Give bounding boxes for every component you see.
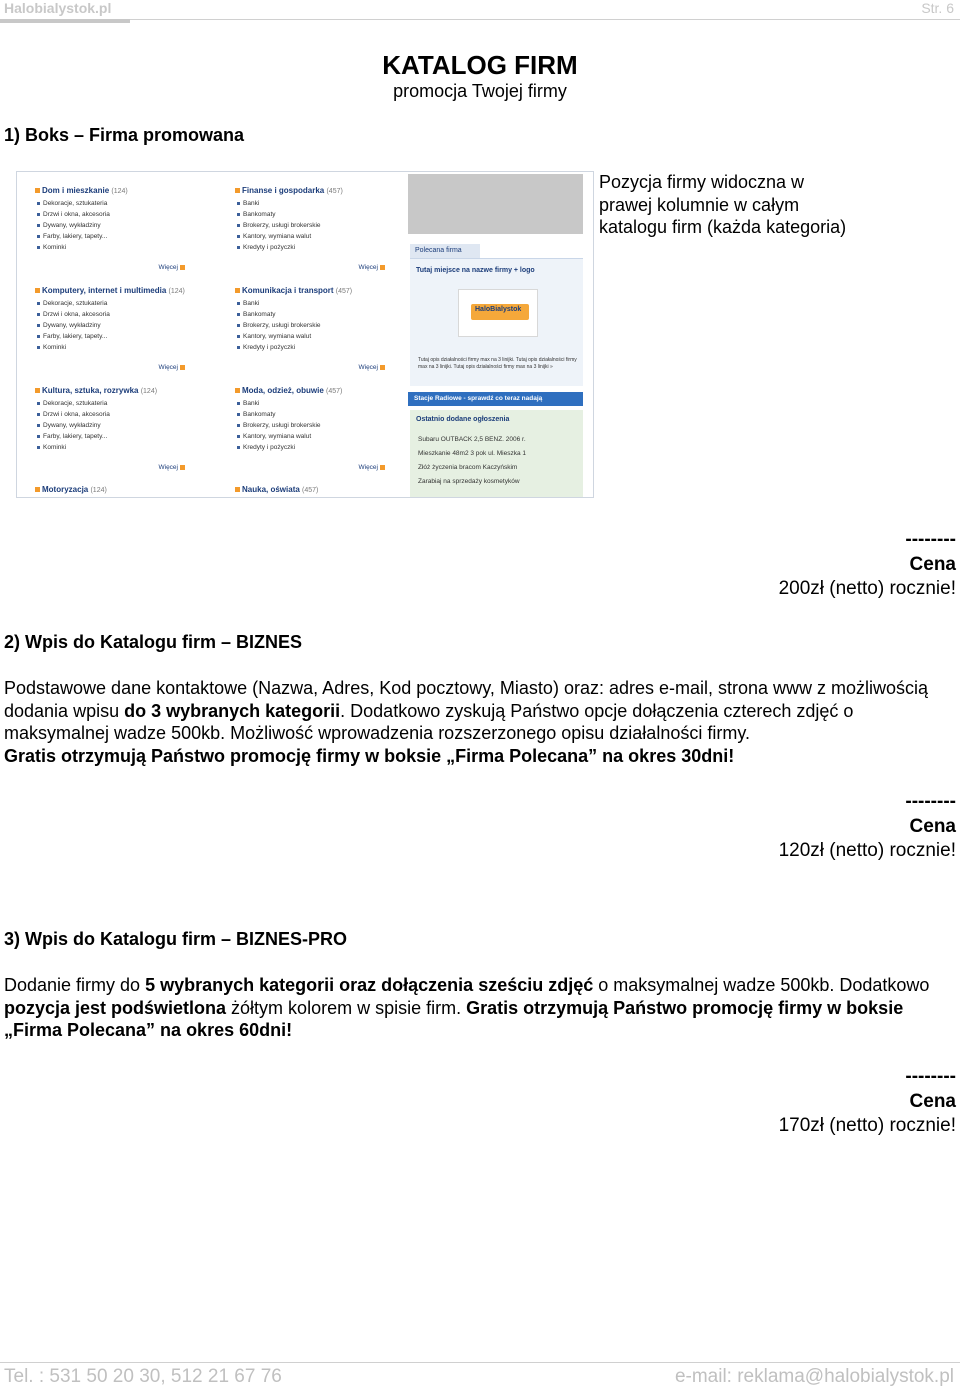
more-link bbox=[358, 464, 385, 471]
section3-text: o maksymalnej wadze 500kb. Dodatkowo bbox=[593, 975, 930, 995]
category-icon bbox=[35, 487, 40, 492]
category-title bbox=[235, 186, 415, 195]
page-header bbox=[0, 0, 960, 22]
more-link bbox=[158, 464, 185, 471]
section2-description bbox=[4, 677, 956, 767]
section3-description bbox=[4, 974, 956, 1042]
price-amount: 170zł (netto) rocznie! bbox=[778, 1115, 956, 1136]
more-arrow-icon bbox=[380, 465, 385, 470]
category-title bbox=[235, 485, 415, 494]
price-separator: -------- bbox=[905, 1066, 956, 1087]
category-count: (124) bbox=[140, 388, 158, 395]
more-arrow-icon bbox=[180, 465, 185, 470]
screenshot-right-column bbox=[408, 172, 583, 498]
category-title bbox=[35, 386, 215, 395]
category-item: Kominki bbox=[35, 442, 215, 453]
section2-text-tail: . Dodatkowo zyskują Państwo opcje dołączenia czterech zdjęć o maksymalnej wadze 500kb. Możliwość wprowadzenia rozszerzonego opisu działalności firmy. bbox=[4, 700, 854, 744]
section2-text: Podstawowe dane kontaktowe (Nazwa, Adres, Kod pocztowy, Miasto) oraz: adres e-mail, strona www z możliwością dodania wpisu bbox=[4, 678, 929, 721]
category-block bbox=[35, 386, 215, 471]
category-block bbox=[235, 286, 415, 371]
category-icon bbox=[235, 388, 240, 393]
section3-gratis: Gratis otrzymują Państwo promocję firmy w boksie „Firma Polecana” na okres 60dni! bbox=[4, 997, 904, 1041]
category-title-text: Komputery, internet i multimedia bbox=[42, 286, 169, 295]
footer-divider bbox=[0, 1362, 960, 1363]
header-accent-bar bbox=[0, 19, 130, 23]
site-name: Halobialystok.pl bbox=[4, 0, 112, 16]
category-item: Bankomaty bbox=[235, 209, 415, 220]
category-item: Farby, lakiery, tapety... bbox=[35, 231, 215, 242]
category-item: Kredyty i pożyczki bbox=[235, 442, 415, 453]
category-item: Kantory, wymiana walut bbox=[235, 231, 415, 242]
category-icon bbox=[35, 288, 40, 293]
category-block bbox=[35, 286, 215, 371]
category-item: Kantory, wymiana walut bbox=[235, 331, 415, 342]
category-block bbox=[35, 485, 215, 497]
category-item: Banki bbox=[235, 198, 415, 209]
price-label: Cena bbox=[909, 553, 956, 575]
category-title-text: Finanse i gospodarka bbox=[242, 186, 327, 195]
more-link-text: Więcej bbox=[358, 264, 378, 271]
section3-price bbox=[556, 1065, 956, 1139]
category-block bbox=[35, 186, 215, 271]
price-separator: -------- bbox=[905, 529, 956, 550]
category-item: Brokerzy, usługi brokerskie bbox=[235, 320, 415, 331]
section2-gratis: Gratis otrzymują Państwo promocję firmy w boksie „Firma Polecana” na okres 30dni! bbox=[4, 745, 735, 766]
company-logo bbox=[458, 289, 538, 337]
category-title bbox=[35, 186, 215, 195]
price-amount: 200zł (netto) rocznie! bbox=[778, 578, 956, 599]
price-separator: -------- bbox=[905, 791, 956, 812]
category-item: Banki bbox=[235, 398, 415, 409]
recommended-tab: Polecana firma bbox=[410, 244, 480, 258]
category-count: (457) bbox=[335, 288, 353, 295]
section1-heading: 1) Boks – Firma promowana bbox=[4, 125, 245, 145]
section2-price bbox=[556, 790, 956, 864]
radio-stations-bar: Stacje Radiowe - sprawdź co teraz nadają bbox=[408, 392, 583, 406]
category-item: Drzwi i okna, akcesoria bbox=[35, 209, 215, 220]
category-title-text: Komunikacja i transport bbox=[242, 286, 336, 295]
more-link-text: Więcej bbox=[158, 464, 178, 471]
more-link bbox=[158, 264, 185, 271]
category-item: Bankomaty bbox=[235, 309, 415, 320]
category-count: (457) bbox=[302, 487, 319, 494]
ad-item: Złóż życzenia bracom Kaczyńskim bbox=[418, 464, 518, 471]
more-arrow-icon bbox=[380, 265, 385, 270]
price-amount: 120zł (netto) rocznie! bbox=[778, 840, 956, 861]
category-title-text: Nauka, oświata bbox=[242, 485, 303, 494]
category-item: Kominki bbox=[35, 342, 215, 353]
recommended-box-title: Tutaj miejsce na nazwe firmy + logo bbox=[416, 267, 535, 274]
category-item: Drzwi i okna, akcesoria bbox=[35, 409, 215, 420]
gray-placeholder bbox=[408, 174, 583, 234]
page-number: Str. 6 bbox=[921, 0, 954, 16]
category-icon bbox=[235, 188, 240, 193]
section2-heading: 2) Wpis do Katalogu firm – BIZNES bbox=[4, 632, 303, 652]
category-title-text: Kultura, sztuka, rozrywka bbox=[42, 386, 141, 395]
section1-price bbox=[556, 528, 956, 602]
section3-bold-text: 5 wybranych kategorii oraz dołączenia sześciu zdjęć bbox=[145, 975, 594, 995]
category-item: Kominki bbox=[35, 242, 215, 253]
category-item: Dekoracje, sztukateria bbox=[35, 298, 215, 309]
catalog-screenshot bbox=[16, 171, 594, 498]
more-link bbox=[358, 364, 385, 371]
category-count: (124) bbox=[168, 288, 185, 295]
category-count: (457) bbox=[326, 188, 343, 195]
category-title bbox=[235, 386, 415, 395]
category-item: Bankomaty bbox=[235, 409, 415, 420]
category-title-text: Moda, odzież, obuwie bbox=[242, 386, 326, 395]
category-icon bbox=[35, 388, 40, 393]
category-count: (124) bbox=[111, 188, 128, 195]
price-label: Cena bbox=[909, 815, 956, 837]
section3-text: Dodanie firmy do bbox=[4, 975, 146, 995]
footer-phone: Tel. : 531 50 20 30, 512 21 67 76 bbox=[4, 1366, 282, 1387]
header-divider bbox=[0, 19, 960, 20]
logo-text: HaloBialystok bbox=[475, 306, 522, 313]
category-icon bbox=[235, 288, 240, 293]
category-item: Dekoracje, sztukateria bbox=[35, 398, 215, 409]
category-item: Kantory, wymiana walut bbox=[235, 431, 415, 442]
category-item: Dywany, wykładziny bbox=[35, 320, 215, 331]
section3-bold-text: pozycja jest podświetlona bbox=[4, 997, 227, 1018]
footer-email: e-mail: reklama@halobialystok.pl bbox=[674, 1366, 954, 1387]
category-item: Drzwi i okna, akcesoria bbox=[35, 309, 215, 320]
more-link bbox=[158, 364, 185, 371]
section1-description: Pozycja firmy widoczna w prawej kolumnie w całym katalogu firm (każda kategoria) bbox=[599, 172, 847, 238]
category-title bbox=[35, 286, 215, 295]
category-title-text: Dom i mieszkanie bbox=[42, 186, 112, 195]
more-link bbox=[358, 264, 385, 271]
category-item: Dywany, wykładziny bbox=[35, 220, 215, 231]
category-block bbox=[235, 186, 415, 271]
category-item: Banki bbox=[235, 298, 415, 309]
page-subtitle: promocja Twojej firmy bbox=[393, 81, 567, 101]
more-link-text: Więcej bbox=[358, 464, 378, 471]
category-item: Dywany, wykładziny bbox=[35, 420, 215, 431]
more-link-text: Więcej bbox=[358, 364, 378, 371]
section3-heading: 3) Wpis do Katalogu firm – BIZNES-PRO bbox=[4, 929, 348, 949]
more-arrow-icon bbox=[180, 265, 185, 270]
recent-ads-title: Ostatnio dodane ogłoszenia bbox=[416, 416, 510, 423]
more-arrow-icon bbox=[380, 365, 385, 370]
recommended-company-box bbox=[410, 258, 583, 386]
category-item: Brokerzy, usługi brokerskie bbox=[235, 220, 415, 231]
ad-item: Subaru OUTBACK 2,5 BENZ. 2006 r. bbox=[418, 436, 526, 443]
more-arrow-icon bbox=[180, 365, 185, 370]
more-link-text: Więcej bbox=[158, 264, 178, 271]
company-description: Tutaj opis działalności firmy max na 3 linijki. Tutaj opis działalności firmy max na 3 linijki. Tutaj opis działalności firmy max na 3 linijki » bbox=[418, 357, 577, 370]
category-title bbox=[35, 485, 215, 494]
category-count: (124) bbox=[90, 487, 107, 494]
category-icon bbox=[235, 487, 240, 492]
section2-bold-text: do 3 wybranych kategorii bbox=[124, 700, 341, 721]
ad-item: Mieszkanie 48m2 3 pok ul. Mieszka 1 bbox=[418, 450, 527, 457]
more-link-text: Więcej bbox=[158, 364, 178, 371]
category-title bbox=[235, 286, 415, 295]
section3-text: żółtym kolorem w spisie firm. bbox=[226, 997, 467, 1018]
category-item: Farby, lakiery, tapety... bbox=[35, 331, 215, 342]
category-title-text: Motoryzacja bbox=[42, 485, 91, 494]
recent-ads-box bbox=[410, 410, 583, 498]
category-count: (457) bbox=[326, 388, 343, 395]
category-item: Kredyty i pożyczki bbox=[235, 242, 415, 253]
category-block bbox=[235, 485, 415, 497]
price-label: Cena bbox=[909, 1090, 956, 1112]
category-item: Farby, lakiery, tapety... bbox=[35, 431, 215, 442]
category-item: Kredyty i pożyczki bbox=[235, 342, 415, 353]
category-item: Brokerzy, usługi brokerskie bbox=[235, 420, 415, 431]
category-item: Dekoracje, sztukateria bbox=[35, 198, 215, 209]
page-title: KATALOG FIRM bbox=[382, 50, 578, 80]
category-icon bbox=[35, 188, 40, 193]
ad-item: Zarabiaj na sprzedaży kosmetyków bbox=[418, 478, 520, 485]
category-block bbox=[235, 386, 415, 471]
